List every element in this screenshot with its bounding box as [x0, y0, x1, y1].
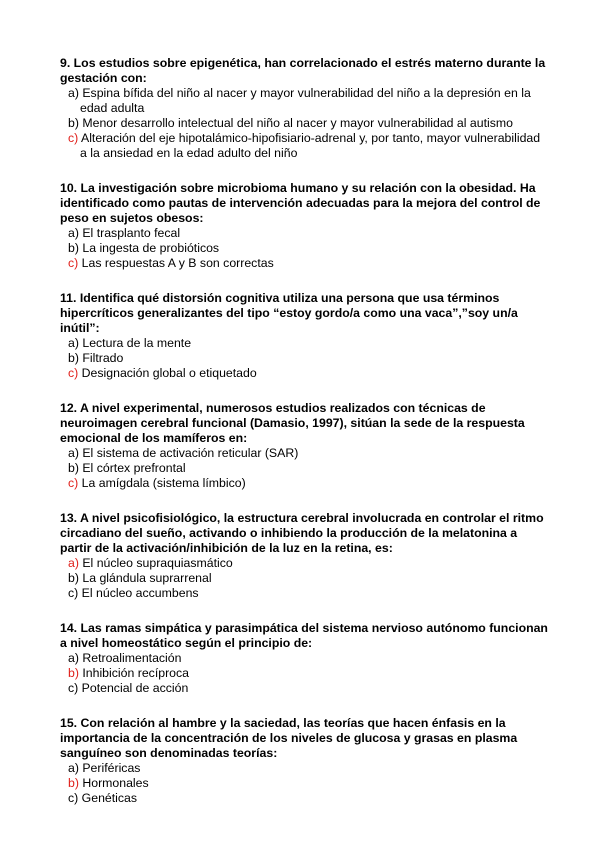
- question-9: [60, 56, 550, 161]
- option-letter-correct: b): [68, 776, 79, 790]
- option-b: [60, 571, 550, 586]
- option-c: [60, 256, 550, 271]
- option-b: [60, 461, 550, 476]
- option-list: [60, 556, 550, 601]
- option-letter: b): [68, 241, 79, 255]
- option-b: [60, 351, 550, 366]
- option-letter: b): [68, 571, 79, 585]
- option-text: El núcleo supraquiasmático: [82, 556, 233, 570]
- option-letter: a): [68, 446, 79, 460]
- option-text: Genéticas: [81, 791, 138, 805]
- option-text: El sistema de activación reticular (SAR): [82, 446, 299, 460]
- option-letter: a): [68, 651, 79, 665]
- option-c: [60, 366, 550, 381]
- option-c: [60, 681, 550, 696]
- option-text: Inhibición recíproca: [82, 666, 189, 680]
- option-text: El trasplanto fecal: [82, 226, 181, 240]
- option-a: [60, 761, 550, 776]
- option-b: [60, 116, 550, 131]
- option-c: [60, 586, 550, 601]
- option-text: Espina bífida del niño al nacer y mayor vulnerabilidad del niño a la depresión en la edad adulta: [80, 86, 531, 115]
- question-stem: 9. Los estudios sobre epigenética, han correlacionado el estrés materno durante la gestación con:: [60, 56, 546, 85]
- option-letter-correct: c): [68, 366, 79, 380]
- question-stem: 14. Las ramas simpática y parasimpática del sistema nervioso autónomo funcionan a nivel homeostático según el principio de:: [60, 621, 548, 650]
- document-page: [60, 56, 550, 826]
- question-10: [60, 181, 550, 271]
- option-letter: b): [68, 351, 79, 365]
- option-text: Potencial de acción: [81, 681, 189, 695]
- option-letter: a): [68, 226, 79, 240]
- option-text: Periféricas: [82, 761, 141, 775]
- option-a: [60, 86, 550, 116]
- option-letter: b): [68, 461, 79, 475]
- option-b: [60, 776, 550, 791]
- option-letter-correct: c): [68, 256, 79, 270]
- option-text: Retroalimentación: [82, 651, 182, 665]
- option-letter-correct: c): [68, 476, 79, 490]
- option-a: [60, 226, 550, 241]
- option-text: El núcleo accumbens: [81, 586, 199, 600]
- option-text: Alteración del eje hipotalámico-hipofisiario-adrenal y, por tanto, mayor vulnerabilidad a la ansiedad en la edad adulto del niño: [80, 131, 541, 160]
- option-a: [60, 446, 550, 461]
- option-letter: a): [68, 336, 79, 350]
- option-c: [60, 131, 550, 161]
- option-list: [60, 446, 550, 491]
- option-list: [60, 336, 550, 381]
- question-stem: 13. A nivel psicofisiológico, la estructura cerebral involucrada en controlar el ritmo circadiano del sueño, activando o inhibiendo la producción de la melatonina a partir de la activación/inhibición de la luz en la retina, es:: [60, 511, 544, 555]
- option-b: [60, 666, 550, 681]
- question-12: [60, 401, 550, 491]
- option-letter: c): [68, 791, 79, 805]
- option-list: [60, 651, 550, 696]
- option-text: La ingesta de probióticos: [82, 241, 220, 255]
- option-text: Las respuestas A y B son correctas: [81, 256, 274, 270]
- question-11: [60, 291, 550, 381]
- option-text: Filtrado: [82, 351, 124, 365]
- option-text: Menor desarrollo intelectual del niño al nacer y mayor vulnerabilidad al autismo: [82, 116, 513, 130]
- option-letter: c): [68, 586, 79, 600]
- question-stem: 12. A nivel experimental, numerosos estudios realizados con técnicas de neuroimagen cerebral funcional (Damasio, 1997), sitúan la sede de la respuesta emocional de los mamíferos en:: [60, 401, 525, 445]
- question-14: [60, 621, 550, 696]
- option-text: El córtex prefrontal: [82, 461, 186, 475]
- question-stem: 15. Con relación al hambre y la saciedad, las teorías que hacen énfasis en la importancia de la concentración de los niveles de glucosa y grasas en plasma sanguíneo son denominadas teorías:: [60, 716, 518, 760]
- option-letter-correct: a): [68, 556, 79, 570]
- option-letter: a): [68, 86, 79, 100]
- option-a: [60, 336, 550, 351]
- option-letter-correct: c): [68, 131, 79, 145]
- option-letter: a): [68, 761, 79, 775]
- option-text: Designación global o etiquetado: [81, 366, 257, 380]
- question-stem: 11. Identifica qué distorsión cognitiva utiliza una persona que usa términos hipercríticos generalizantes del tipo “estoy gordo/a como una vaca”,”soy un/a inútil”:: [60, 291, 518, 335]
- question-15: [60, 716, 550, 806]
- option-text: La amígdala (sistema límbico): [81, 476, 246, 490]
- option-list: [60, 86, 550, 161]
- option-letter-correct: b): [68, 666, 79, 680]
- option-a: [60, 556, 550, 571]
- question-stem: 10. La investigación sobre microbioma humano y su relación con la obesidad. Ha identificado como pautas de intervención adecuadas para la mejora del control de peso en sujetos obesos:: [60, 181, 541, 225]
- option-a: [60, 651, 550, 666]
- option-c: [60, 791, 550, 806]
- option-c: [60, 476, 550, 491]
- option-list: [60, 761, 550, 806]
- option-text: Hormonales: [82, 776, 149, 790]
- question-13: [60, 511, 550, 601]
- option-b: [60, 241, 550, 256]
- option-letter: c): [68, 681, 79, 695]
- option-text: La glándula suprarrenal: [82, 571, 212, 585]
- option-list: [60, 226, 550, 271]
- option-letter: b): [68, 116, 79, 130]
- option-text: Lectura de la mente: [82, 336, 192, 350]
